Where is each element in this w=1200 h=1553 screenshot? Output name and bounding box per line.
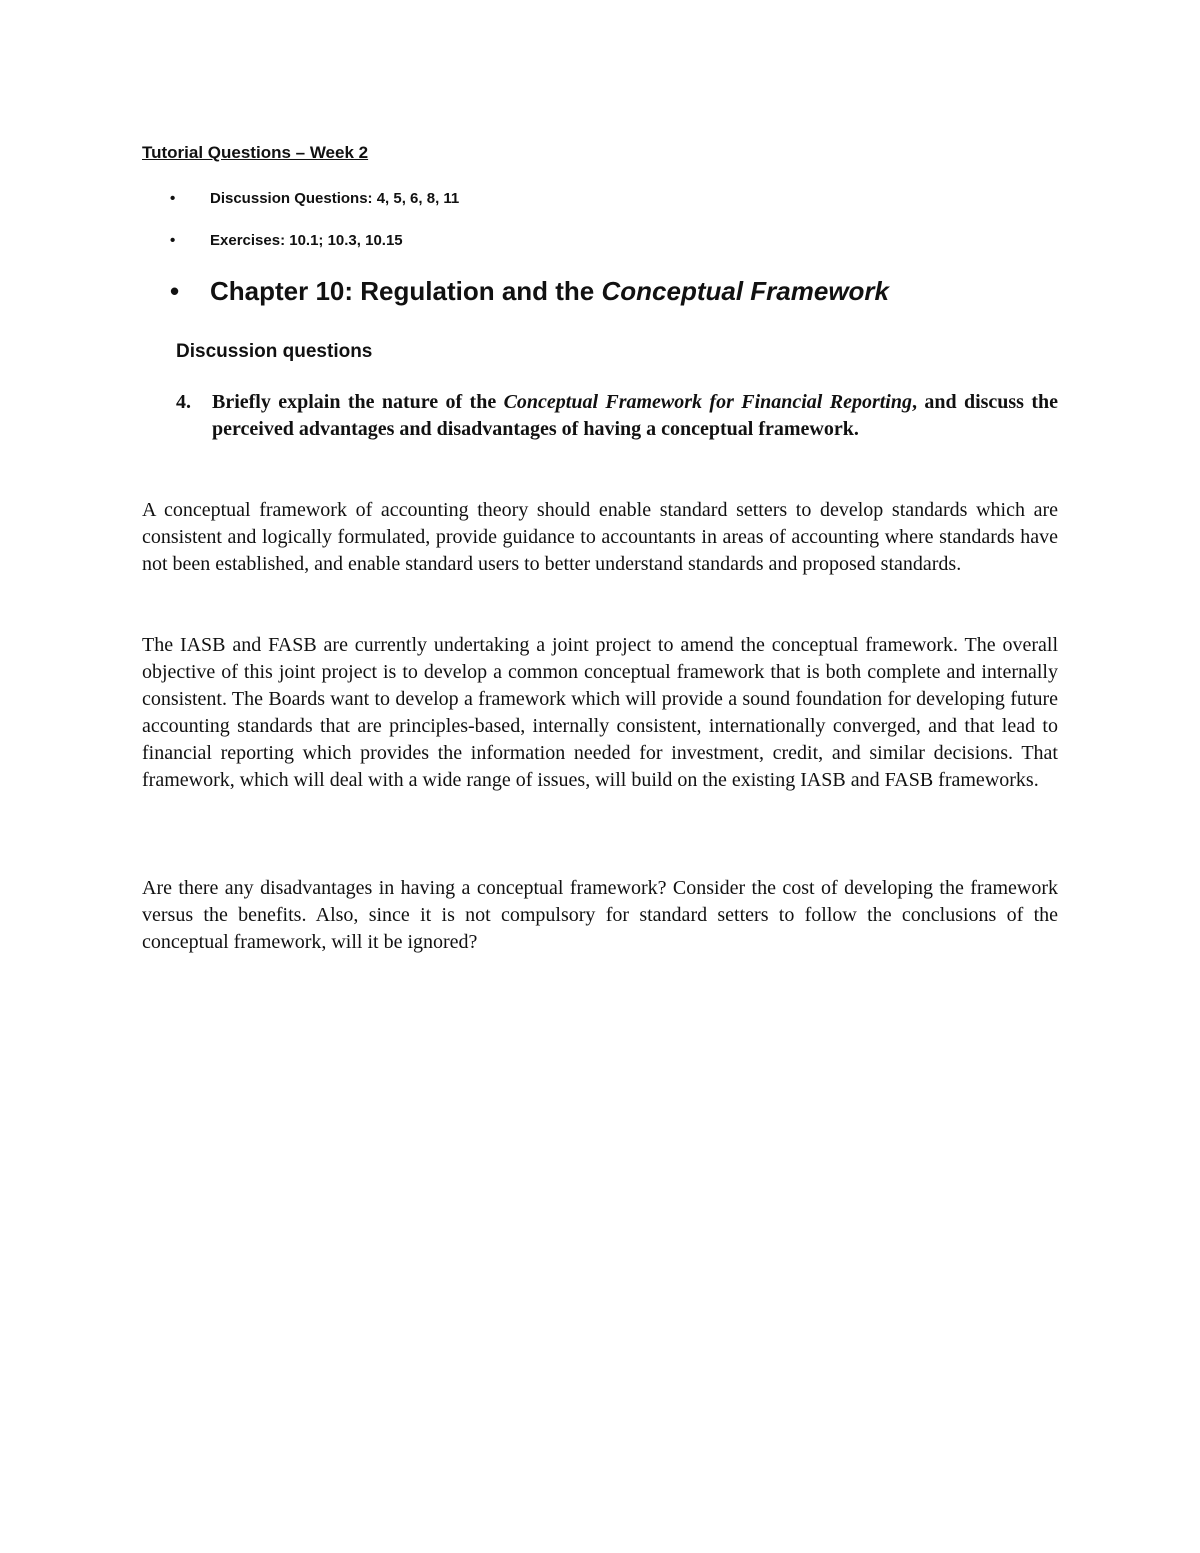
- question-item: [176, 389, 1058, 443]
- bullet-glyph: •: [170, 190, 176, 207]
- question-text: [212, 389, 1058, 443]
- chapter-heading: [170, 276, 889, 307]
- question-text-before: Briefly explain the nature of the: [212, 391, 504, 413]
- question-text-italic: Conceptual Framework for Financial Reporting: [503, 391, 912, 413]
- chapter-heading-italic: Conceptual Framework: [601, 276, 890, 306]
- section-heading: Discussion questions: [176, 341, 373, 362]
- answer-paragraph: The IASB and FASB are currently undertaking a joint project to amend the conceptual framework. The overall objective of this joint project is to develop a common conceptual framework that is both complete and internally consistent. The Boards want to develop a framework which will provide a sound foundation for developing future accounting standards that are principles-based, internally consistent, internationally converged, and that lead to financial reporting which provides the information needed for investment, credit, and similar decisions. That framework, which will deal with a wide range of issues, will build on the existing IASB and FASB frameworks.: [142, 634, 1058, 791]
- bullet-text: Discussion Questions: 4, 5, 6, 8, 11: [210, 190, 460, 207]
- bullet-item-discussion-questions: [170, 190, 459, 207]
- bullet-item-exercises: [170, 232, 403, 249]
- question-text-after: , and discuss the perceived advantages and disadvantages of having a conceptual framework.: [212, 391, 1058, 440]
- bullet-glyph: •: [170, 276, 180, 306]
- page-title: Tutorial Questions – Week 2: [142, 143, 369, 162]
- bullet-glyph: •: [170, 232, 176, 249]
- chapter-heading-text: Chapter 10: Regulation and the: [210, 276, 602, 306]
- question-number: 4.: [176, 391, 191, 413]
- answer-paragraph: Are there any disadvantages in having a conceptual framework? Consider the cost of developing the framework versus the benefits. Also, since it is not compulsory for standard setters to follow the conclusions of the conceptual framework, will it be ignored?: [142, 877, 1058, 953]
- bullet-text: Exercises: 10.1; 10.3, 10.15: [210, 232, 403, 249]
- answer-paragraph: A conceptual framework of accounting theory should enable standard setters to develop standards which are consistent and logically formulated, provide guidance to accountants in areas of accounting where standards have not been established, and enable standard users to better understand standards and proposed standards.: [142, 499, 1058, 575]
